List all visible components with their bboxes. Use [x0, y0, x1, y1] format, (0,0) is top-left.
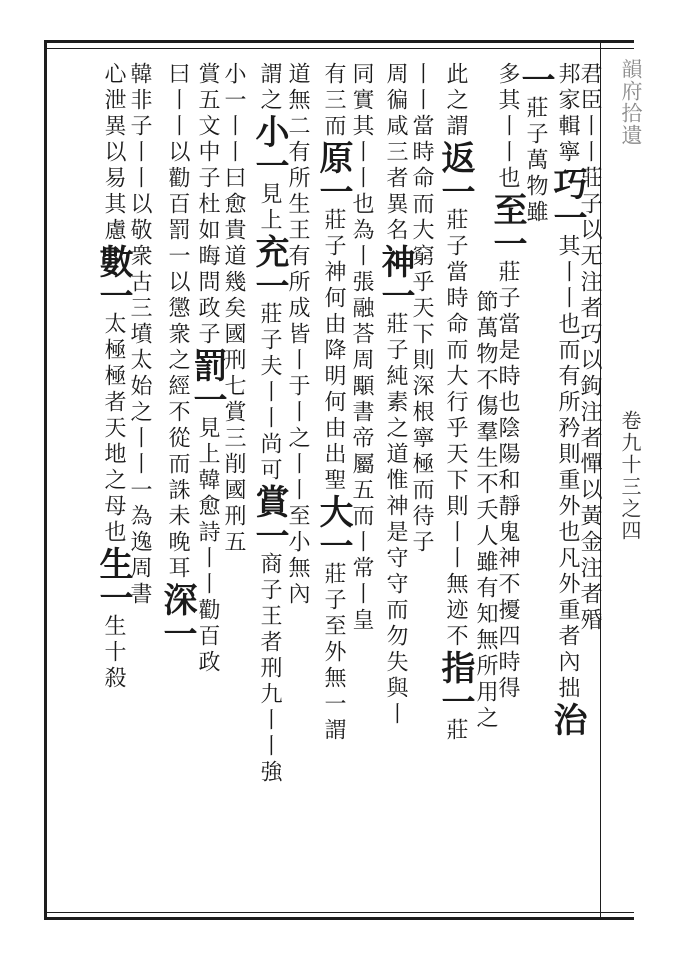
headword: 神: [375, 244, 415, 278]
annotation-text: 君臣丨丨: [577, 62, 602, 166]
headword: 一: [435, 684, 475, 718]
text-column-c14: [157, 62, 197, 650]
headword: 一: [249, 268, 289, 302]
headword: 一: [157, 616, 197, 650]
annotation-text: 國刑七賞三削國刑五: [221, 322, 246, 556]
headword: 一: [249, 148, 289, 182]
headword: 巧: [547, 166, 587, 200]
text-column-c4: [474, 290, 496, 732]
annotation-text: 曰愈貴道幾矣: [221, 166, 246, 322]
headword: 充: [249, 234, 289, 268]
frame-bottom-rule: [44, 912, 634, 913]
headword: 指: [435, 650, 475, 684]
headword: 一: [249, 518, 289, 552]
annotation-text: 多其丨丨也: [495, 62, 520, 192]
headword: 至: [487, 192, 527, 226]
annotation-text: 心泄異以易其慮: [101, 62, 126, 244]
annotation-text: 見上韓愈詩丨丨勸百政: [195, 416, 220, 676]
headword: 一: [187, 382, 227, 416]
annotation-text: 有三而: [321, 62, 346, 140]
headword: 一: [93, 278, 133, 312]
text-column-c16: [93, 62, 133, 692]
headword: 一: [313, 528, 353, 562]
annotation-text: 節萬物不傷羣生不夭人雖有知無所用之: [473, 290, 498, 732]
text-column-c8: [350, 62, 372, 634]
headword: 一: [435, 174, 475, 208]
annotation-text: 韓非子丨丨以敬衆: [127, 62, 152, 270]
annotation-text: 莊子萬物雖: [523, 96, 548, 226]
frame-top-rule: [44, 48, 634, 49]
text-column-c7: [375, 62, 415, 728]
headword: 生: [93, 546, 133, 580]
text-column-c9: [313, 62, 353, 744]
annotation-text: 莊子神何由降明何由出聖: [321, 208, 346, 494]
annotation-text: 曰丨丨以勸百罰一以懲衆: [165, 62, 190, 348]
annotation-text: 丨丨: [409, 62, 434, 114]
headword: 大: [313, 494, 353, 528]
annotation-text: 太極極者天地之母也: [101, 312, 126, 546]
headword: 一: [313, 174, 353, 208]
headword: 一: [515, 62, 555, 96]
annotation-text: 生十殺: [101, 614, 126, 692]
annotation-text: 小一丨丨: [221, 62, 246, 166]
headword: 一: [375, 278, 415, 312]
section-mark: 卷九十三之四: [618, 410, 642, 542]
text-column-c12: [222, 62, 244, 556]
annotation-text: 其丨丨也而有所矜則重外也凡外重者內拙: [555, 234, 580, 702]
annotation-text: 周徧咸三者異名: [383, 62, 408, 244]
annotation-text: 莊: [443, 718, 468, 744]
annotation-text: 有所生王有所成皆丨于丨: [285, 140, 310, 426]
headword: 返: [435, 140, 475, 174]
annotation-text: 莊子夫丨丨尚可: [257, 302, 282, 484]
text-column-c2: [547, 62, 587, 736]
annotation-text: 道無二: [285, 62, 310, 140]
annotation-text: 謂之: [257, 62, 282, 114]
text-column-c10: [286, 62, 308, 608]
annotation-text: 古三墳太始之丨丨一為: [127, 270, 152, 530]
text-column-c5: [435, 62, 475, 744]
headword: 賞: [249, 484, 289, 518]
annotation-text: 子: [409, 530, 434, 556]
text-column-c15: [128, 62, 150, 608]
headword: 數: [93, 244, 133, 278]
headword: 一: [547, 200, 587, 234]
annotation-text: 之經不從而誅未晚耳: [165, 348, 190, 582]
annotation-text: 莊子以无注者巧以鉤注者憚以黃金注者殙: [577, 166, 602, 634]
running-head: 韻府拾遺: [619, 58, 643, 146]
annotation-text: 莊子當時命而大行乎天下則丨丨無迹不: [443, 208, 468, 650]
annotation-text: 商子王者刑九丨丨強: [257, 552, 282, 786]
annotation-text: 之丨丨至小無內: [285, 426, 310, 608]
annotation-text: 邦家輯寧: [555, 62, 580, 166]
annotation-text: 莊子至外無一謂: [321, 562, 346, 744]
annotation-text: 逸周書: [127, 530, 152, 608]
headword: 深: [157, 582, 197, 616]
annotation-text: 莊子純素之道惟神是守守而勿失與丨: [383, 312, 408, 728]
text-column-c11: [249, 62, 289, 786]
headword: 罰: [187, 348, 227, 382]
annotation-text: 為丨張融荅周顒書帝屬五而丨常丨皇: [349, 218, 374, 634]
annotation-text: 莊子當是時也陰陽和靜鬼神不擾四時得: [495, 260, 520, 702]
annotation-text: 此之謂: [443, 62, 468, 140]
headword: 一: [487, 226, 527, 260]
headword: 一: [93, 580, 133, 614]
annotation-text: 當時命而大窮乎天下則深根寧極而待: [409, 114, 434, 530]
annotation-text: 見上: [257, 182, 282, 234]
headword: 治: [547, 702, 587, 736]
headword: 原: [313, 140, 353, 174]
headword: 小: [249, 114, 289, 148]
annotation-text: 同實其丨丨也: [349, 62, 374, 218]
annotation-text: 賞五文中子杜如晦問政子: [195, 62, 220, 348]
